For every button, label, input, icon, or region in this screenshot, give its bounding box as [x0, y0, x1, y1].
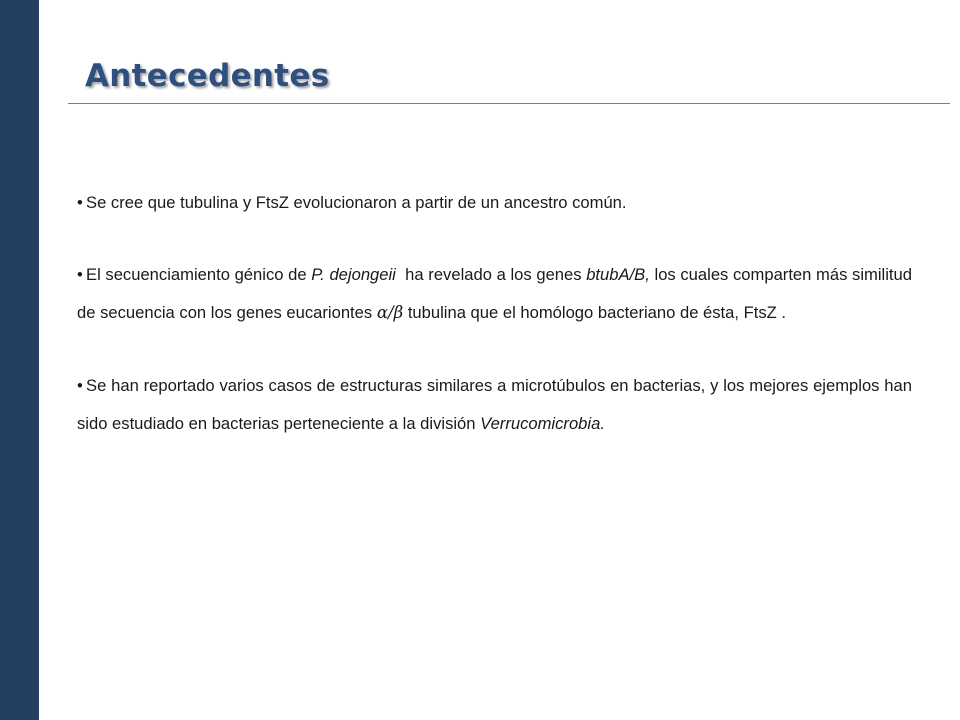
bullet-icon: •	[77, 265, 83, 284]
alpha-beta-symbol: α/β	[376, 303, 404, 322]
slide-body	[77, 186, 912, 478]
bullet-item-3	[77, 367, 912, 443]
bullet-text-part1: Se han reportado varios casos de estructuras similares a microtúbulos en bacterias, y los mejores ejemplos han sido estudiado en bacterias perteneciente a la división	[77, 376, 912, 433]
slide-title: Antecedentes	[85, 58, 330, 94]
side-accent-bar	[0, 0, 39, 720]
bullet-item-2	[77, 256, 912, 332]
gene-names: btubA/B,	[586, 265, 650, 284]
bullet-text: Se cree que tubulina y FtsZ evolucionaron a partir de un ancestro común.	[86, 193, 627, 212]
bullet-text-part1: El secuenciamiento génico de	[86, 265, 312, 284]
bullet-text-part3: los cuales comparten más similitud de secuencia con los genes eucariontes	[77, 265, 912, 322]
title-underline	[68, 103, 950, 104]
bullet-text-part2: ha revelado a los genes	[395, 265, 587, 284]
bullet-text-part4: tubulina que el homólogo bacteriano de ésta, FtsZ .	[403, 303, 787, 322]
bullet-item-1	[77, 186, 912, 220]
bullet-icon: •	[77, 376, 83, 395]
species-name: P. dejongeii	[311, 265, 396, 284]
bullet-icon: •	[77, 193, 83, 212]
division-name: Verrucomicrobia.	[480, 414, 605, 433]
